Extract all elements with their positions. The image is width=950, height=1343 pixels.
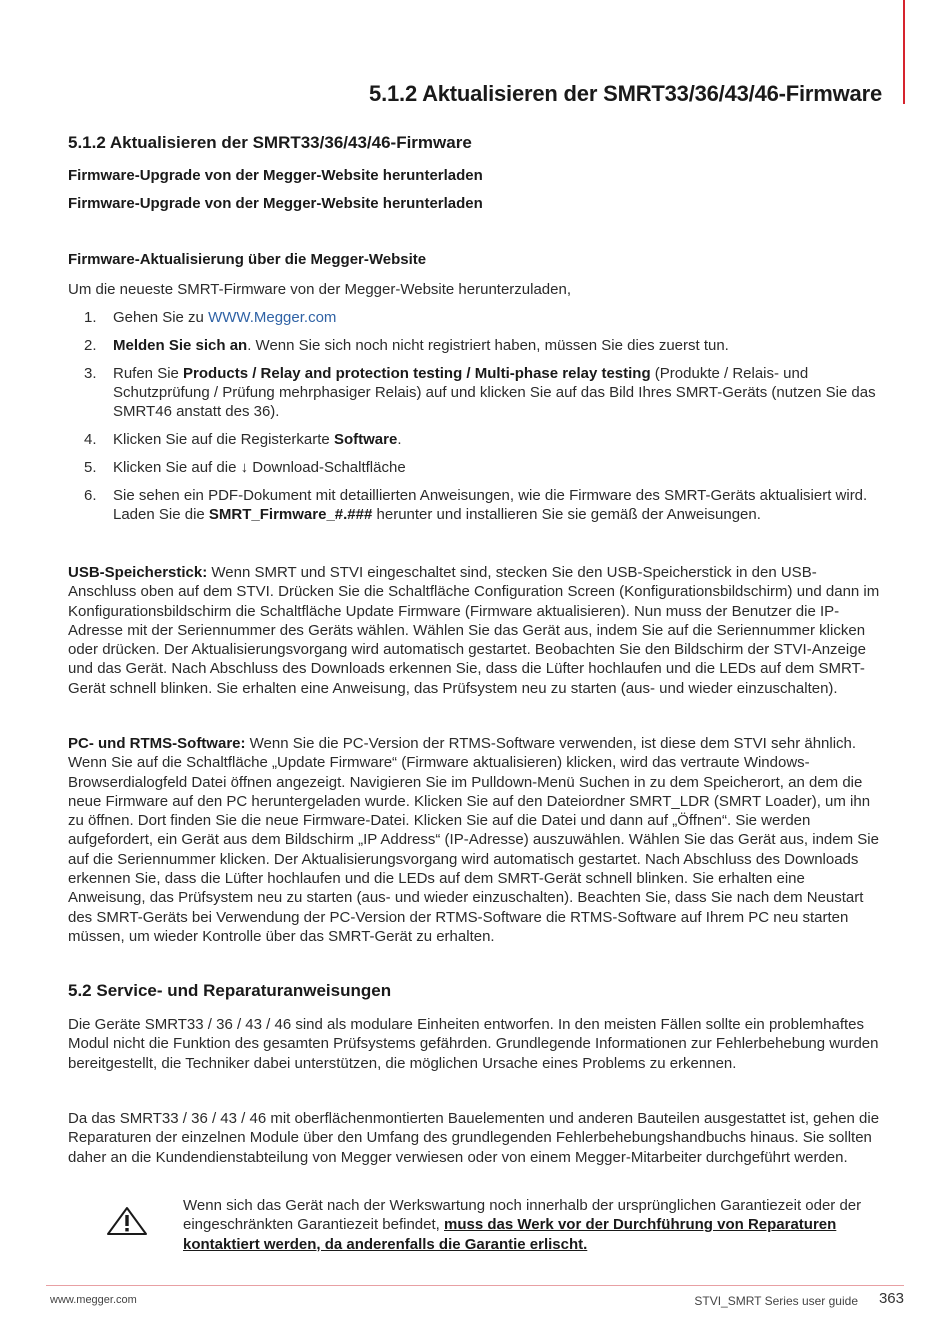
step-number: 6. [84, 487, 97, 504]
subheading-2: Firmware-Upgrade von der Megger-Website herunterladen [68, 195, 483, 212]
warning-text [183, 1196, 885, 1254]
footer-rule [46, 1285, 904, 1286]
step-bold: Melden Sie sich an [113, 337, 248, 354]
service-paragraph-2: Da das SMRT33 / 36 / 43 / 46 mit oberflächenmontierten Bauelementen und anderen Bauteilen ausgestattet ist, gehen die Reparaturen der einzelnen Module über den Umfang des grundlegenden Fehlerbehebungshandbuchs hinaus. Sie sollten daher an die Kundendienstabteilung von Megger verwiesen oder von einem Megger-Mitarbeiter durchgeführt werden. [68, 1110, 880, 1166]
service-heading: 5.2 Service- und Reparaturanweisungen [68, 981, 392, 1000]
list-item [68, 486, 884, 524]
step-text: Rufen Sie [113, 365, 184, 382]
footer-guide-title: STVI_SMRT Series user guide [694, 1294, 858, 1308]
list-item [68, 308, 884, 327]
step-text: Sie sehen ein PDF-Dokument mit detaillierten Anweisungen, wie die Firmware des SMRT-Geräts aktualisiert wird. Laden Sie die [113, 487, 868, 523]
step-number: 3. [84, 365, 97, 382]
step-text: Klicken Sie auf die Registerkarte [113, 431, 334, 448]
step-bold: SMRT_Firmware_#.### [208, 506, 373, 523]
warning-emphasis: muss das Werk vor der Durchführung von Reparaturen kontaktiert werden, da anderenfalls die Garantie erlischt. [183, 1216, 837, 1253]
list-item [68, 336, 884, 355]
step-number: 5. [84, 459, 97, 476]
list-item [68, 458, 884, 477]
usb-text: Wenn SMRT und STVI eingeschaltet sind, stecken Sie den USB-Speicherstick in den USB-Anschluss oben auf dem STVI. Drücken Sie die Schaltfläche Configuration Screen (Konfigurationsbildschirm) und dann im Konfigurationsbildschirm die Schaltfläche Update Firmware (Firmware aktualisieren). Nun muss der Benutzer die IP-Adresse mit der Seriennummer des Geräts wählen. Wählen Sie das Gerät aus, indem Sie auf die Seriennummer klicken oder drücken. Der Aktualisierungsvorgang wird automatisch gestartet. Beobachten Sie den Bildschirm der STVI-Anzeige und das Gerät. Nach Abschluss des Downloads erkennen Sie, dass die Lüfter hochlaufen und die LEDs auf dem SMRT-Gerät schnell blinken. Sie erhalten eine Anweisung, das Prüfsystem neu zu starten (aus- und wieder einzuschalten). [68, 564, 880, 697]
usb-label: USB-Speicherstick: [68, 564, 208, 581]
step-number: 2. [84, 337, 97, 354]
step-text: Klicken Sie auf die ↓ Download-Schaltfläche [113, 459, 406, 476]
pc-text: Wenn Sie die PC-Version der RTMS-Software verwenden, ist diese dem STVI sehr ähnlich. Wenn Sie auf die Schaltfläche „Update Firmware“ (Firmware aktualisieren) klicken, wird das vertraute Windows-Browserdialogfeld Datei öffnen angezeigt. Navigieren Sie im Pulldown-Menü Suchen in zu dem Speicherort, an dem die neue Firmware auf den PC heruntergeladen wurde. Klicken Sie auf den Dateiordner SMRT_LDR (SMRT Loader), um ihn zu öffnen. Dort finden Sie die neue Firmware-Datei. Klicken Sie auf die Datei und dann auf „Öffnen“. Sie werden aufgefordert, ein Gerät aus dem Bildschirm „IP Address“ (IP-Adresse) auszuwählen. Wählen Sie das Gerät aus, indem Sie auf die Seriennummer klicken. Der Aktualisierungsvorgang wird automatisch gestartet. Nach Abschluss des Downloads erkennen Sie, dass die Lüfter hochlaufen und die LEDs auf dem SMRT-Gerät schnell blinken. Sie erhalten eine Anweisung, das Prüfsystem neu zu starten (aus- und wieder einzuschalten). Beachten Sie, dass Sie nach dem Neustart des SMRT-Geräts bei Verwendung der PC-Version der RTMS-Software die RTMS-Software auf Ihrem PC neu starten müssen, um wieder Kontrolle über das SMRT-Gerät zu erhalten. [68, 735, 879, 945]
website-update-heading: Firmware-Aktualisierung über die Megger-Website [68, 251, 427, 268]
step-number: 4. [84, 431, 97, 448]
list-item [68, 364, 884, 421]
step-bold: Products / Relay and protection testing / Multi-phase relay testing [183, 365, 651, 382]
step-bold: Software [333, 431, 398, 448]
step-text: (Produkte / Relais- und Schutzprüfung / Prüfung mehrphasiger Relais) auf und klicken Sie auf das Bild Ihres SMRT-Geräts (nutzen Sie das SMRT46 anstatt des 36). [113, 365, 876, 420]
step-number: 1. [84, 309, 97, 326]
pc-paragraph [68, 734, 884, 946]
warning-triangle-icon [106, 1206, 148, 1236]
step-text: . Wenn Sie sich noch nicht registriert haben, müssen Sie dies zuerst tun. [247, 337, 729, 354]
warning-body: Wenn sich das Gerät nach der Werkswartung noch innerhalb der ursprünglichen Garantiezeit oder der eingeschränkten Garantiezeit befindet, [183, 1197, 862, 1234]
website-update-intro: Um die neueste SMRT-Firmware von der Megger-Website herunterzuladen, [68, 281, 571, 298]
running-header: 5.1.2 Aktualisieren der SMRT33/36/43/46-Firmware [369, 81, 882, 106]
step-text: herunter und installieren Sie sie gemäß der Anweisungen. [372, 506, 761, 523]
list-item [68, 430, 884, 449]
header-accent-bar [903, 0, 905, 104]
steps-list [68, 308, 884, 524]
pc-label: PC- und RTMS-Software: [68, 735, 246, 752]
subheading-1: Firmware-Upgrade von der Megger-Website herunterladen [68, 167, 483, 184]
step-text: . [397, 431, 402, 448]
usb-paragraph [68, 563, 884, 698]
service-paragraph-1: Die Geräte SMRT33 / 36 / 43 / 46 sind als modulare Einheiten entworfen. In den meisten Fällen sollte ein problemhaftes Modul nicht die Funktion des gesamten Prüfsystems gefährden. Grundlegende Informationen zur Fehlerbehebung wurden bereitgestellt, die Techniker dabei unterstützen, die möglichen Ursache eines Problems zu erkennen. [68, 1016, 879, 1072]
step-text: Gehen Sie zu [113, 309, 209, 326]
footer-website: www.megger.com [50, 1294, 137, 1306]
megger-link[interactable]: WWW.Megger.com [208, 309, 337, 326]
page-number: 363 [878, 1290, 904, 1307]
section-title: 5.1.2 Aktualisieren der SMRT33/36/43/46-Firmware [68, 133, 472, 152]
